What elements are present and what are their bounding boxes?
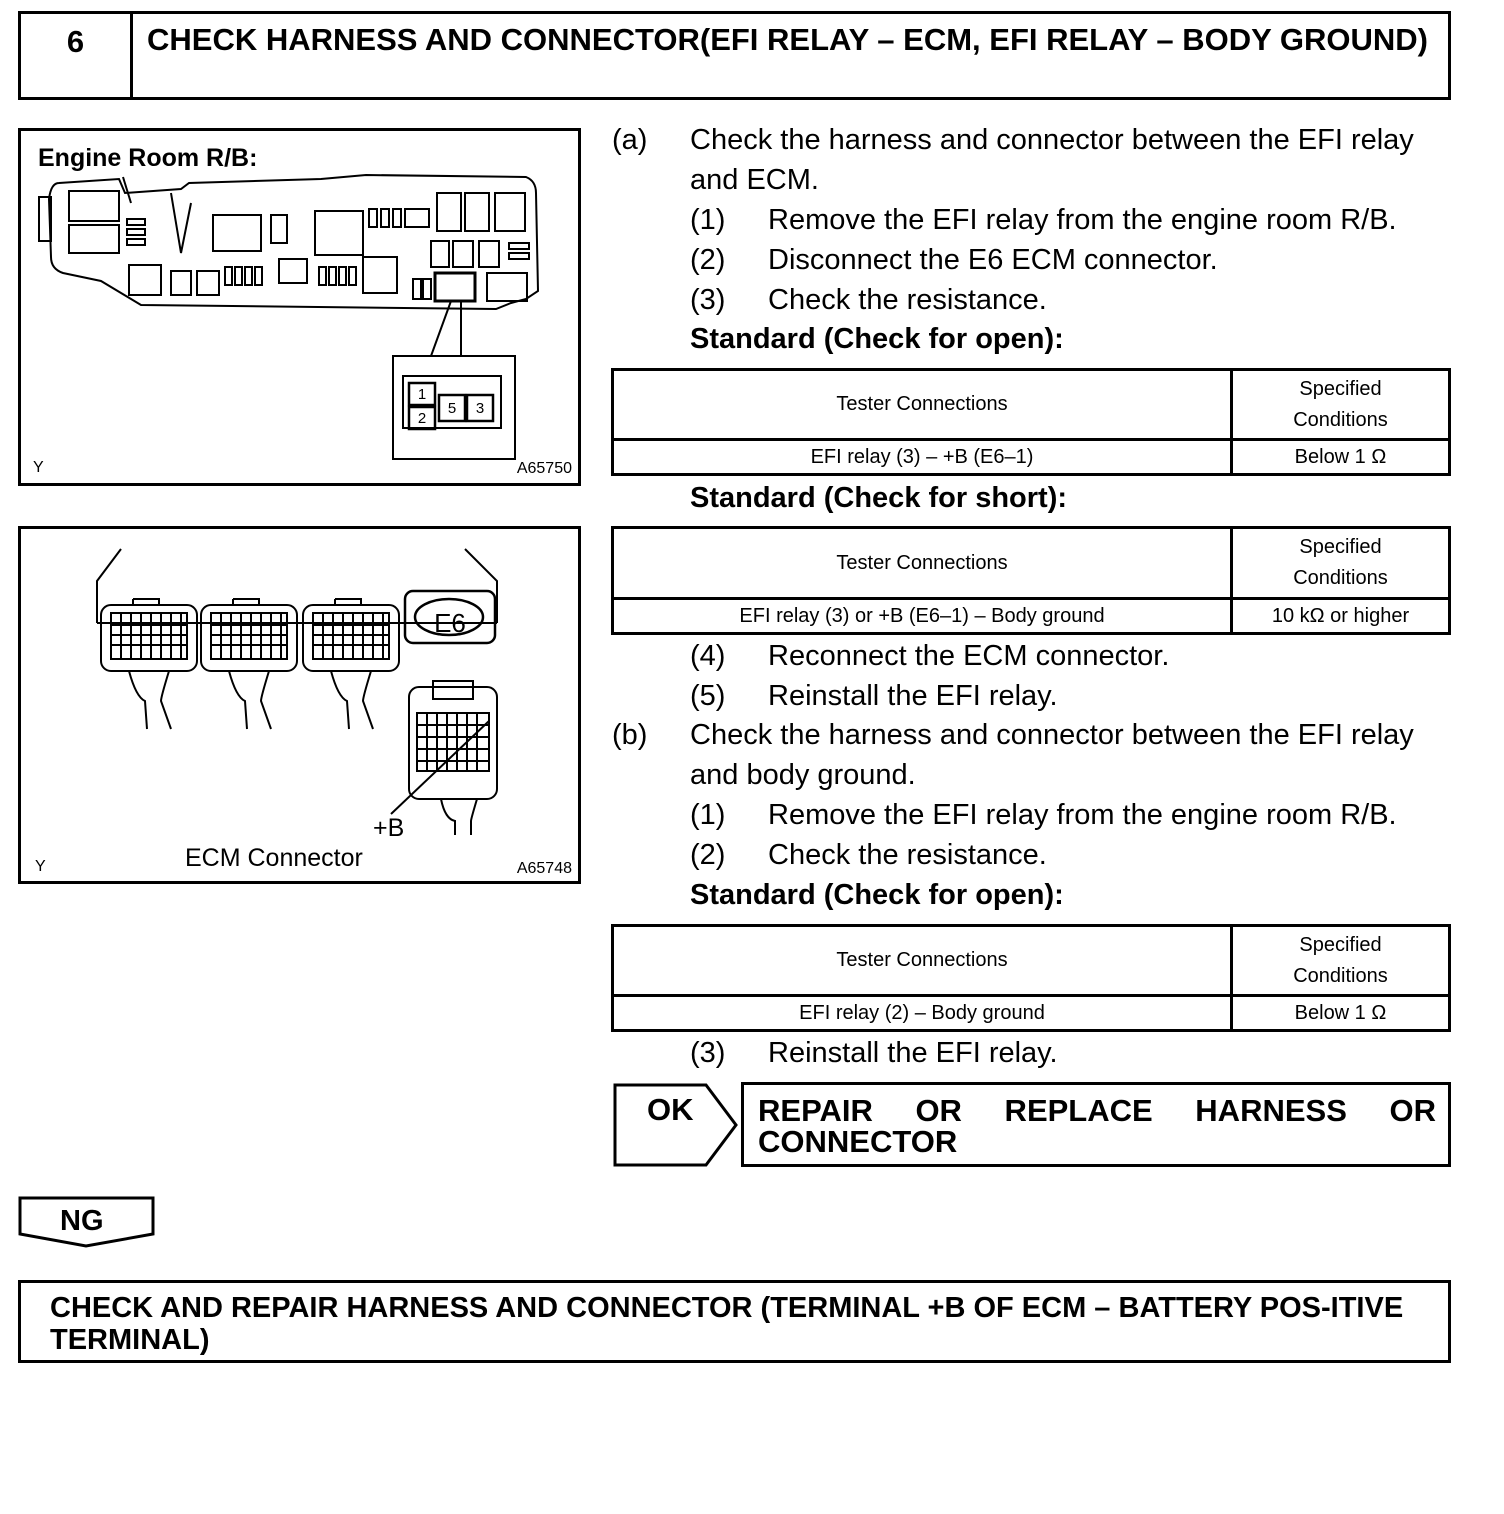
procedure-a-step-text: Disconnect the E6 ECM connector. <box>768 244 1218 276</box>
ng-flag <box>18 1196 156 1250</box>
procedure-b-text-line2: and body ground. <box>690 759 916 791</box>
spec-table-open-b <box>611 924 1451 1032</box>
spec-table-open-a <box>611 368 1451 476</box>
table-cell-connection: EFI relay (3) or +B (E6–1) – Body ground <box>613 599 1232 634</box>
spec-table-short-a <box>611 526 1451 635</box>
header-line2: Conditions <box>1293 408 1388 431</box>
step-header <box>18 11 1451 100</box>
figure1-id: A65750 <box>516 460 572 477</box>
header-line1: Specified <box>1299 377 1382 400</box>
standard-open-label-b: Standard (Check for open): <box>690 879 1064 911</box>
figure1-corner-code: Y <box>33 459 44 476</box>
procedure-b-step-num: (3) <box>690 1037 726 1069</box>
header-line1: Specified <box>1299 933 1382 956</box>
table-cell-connection: EFI relay (2) – Body ground <box>613 996 1232 1031</box>
ok-result-box <box>741 1082 1451 1167</box>
figure2-corner-code: Y <box>35 858 46 875</box>
step-number: 6 <box>21 14 133 97</box>
figure-ecm-connector <box>18 526 581 884</box>
procedure-a-text-line2: and ECM. <box>690 164 819 196</box>
table-header-connections: Tester Connections <box>613 528 1232 599</box>
procedure-a-step-num: (2) <box>690 244 726 276</box>
connector-e6-label: E6 <box>434 608 466 638</box>
standard-short-label: Standard (Check for short): <box>690 482 1068 514</box>
procedure-b-step-num: (2) <box>690 839 726 871</box>
ok-result-text: REPAIR OR REPLACE HARNESS OR CONNECTOR <box>758 1093 1436 1159</box>
procedure-a-step-text: Check the resistance. <box>768 284 1047 316</box>
ok-flag-label: OK <box>647 1092 694 1127</box>
procedure-b-step-text: Check the resistance. <box>768 839 1047 871</box>
table-cell-condition: Below 1 Ω <box>1232 440 1450 475</box>
procedure-a-step-text: Reinstall the EFI relay. <box>768 680 1058 712</box>
table-cell-condition: Below 1 Ω <box>1232 996 1450 1031</box>
table-header-conditions <box>1232 926 1450 996</box>
figure2-caption: ECM Connector <box>185 844 363 872</box>
procedure-a-step-num: (1) <box>690 204 726 236</box>
relay-block-drawing <box>21 131 578 483</box>
procedure-a-step-num: (3) <box>690 284 726 316</box>
ng-result-text: CHECK AND REPAIR HARNESS AND CONNECTOR (TERMINAL +B OF ECM – BATTERY POS-ITIVE TERMINAL) <box>50 1292 1404 1356</box>
ok-flag <box>612 1082 742 1168</box>
figure2-id: A65748 <box>516 860 572 877</box>
procedure-a-text-line1: Check the harness and connector between the EFI relay <box>690 124 1414 156</box>
ng-flag-label: NG <box>60 1205 104 1237</box>
procedure-a-step-text: Reconnect the ECM connector. <box>768 640 1170 672</box>
ecm-connector-drawing <box>21 529 578 881</box>
table-header-conditions <box>1232 528 1450 599</box>
standard-open-label: Standard (Check for open): <box>690 323 1064 355</box>
procedure-b-label: (b) <box>612 719 648 751</box>
terminal-5-label: 5 <box>447 400 457 417</box>
table-cell-connection: EFI relay (3) – +B (E6–1) <box>613 440 1232 475</box>
procedure-b-step-num: (1) <box>690 799 726 831</box>
table-header-conditions <box>1232 370 1450 440</box>
ng-result-box <box>18 1280 1451 1363</box>
step-title: CHECK HARNESS AND CONNECTOR(EFI RELAY – ECM, EFI RELAY – BODY GROUND) <box>147 22 1428 57</box>
header-line1: Specified <box>1299 536 1382 558</box>
figure1-title: Engine Room R/B: <box>38 144 258 172</box>
procedure-b-step-text: Reinstall the EFI relay. <box>768 1037 1058 1069</box>
terminal-2-label: 2 <box>417 410 427 427</box>
terminal-plus-b-label: +B <box>373 814 405 842</box>
terminal-1-label: 1 <box>417 386 427 403</box>
procedure-a-step-text: Remove the EFI relay from the engine room R/B. <box>768 204 1397 236</box>
procedure-b-text-line1: Check the harness and connector between the EFI relay <box>690 719 1414 751</box>
terminal-3-label: 3 <box>475 400 485 417</box>
procedure-a-label: (a) <box>612 124 648 156</box>
figure-engine-room-rb <box>18 128 581 486</box>
procedure-a-step-num: (5) <box>690 680 726 712</box>
header-line2: Conditions <box>1293 567 1388 589</box>
table-cell-condition: 10 kΩ or higher <box>1232 599 1450 634</box>
procedure-b-step-text: Remove the EFI relay from the engine room R/B. <box>768 799 1397 831</box>
table-header-connections: Tester Connections <box>613 370 1232 440</box>
table-header-connections: Tester Connections <box>613 926 1232 996</box>
procedure-a-step-num: (4) <box>690 640 726 672</box>
header-line2: Conditions <box>1293 964 1388 987</box>
